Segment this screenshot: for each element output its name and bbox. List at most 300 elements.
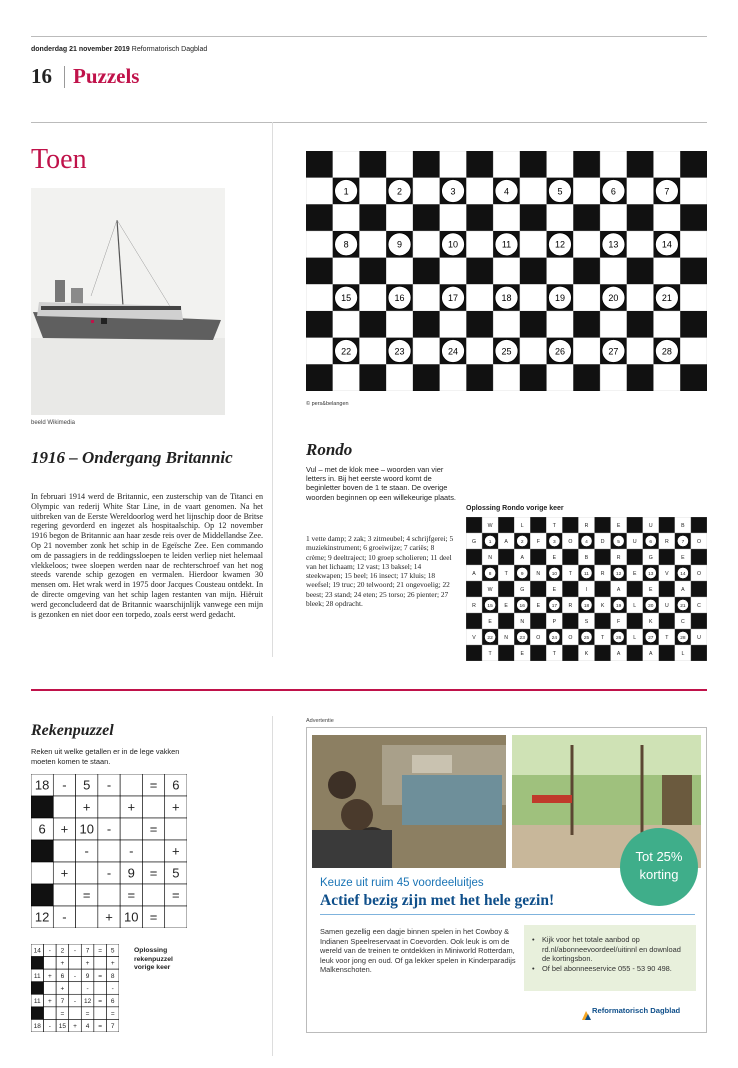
rondo-number: 2 (397, 186, 403, 197)
black-cell (573, 258, 600, 285)
rondo-number: 12 (554, 239, 565, 250)
ad-bullet-phone: • Of bel abonneeservice 055 - 53 90 498. (532, 964, 688, 974)
sol-letter: I (585, 587, 588, 593)
sol-letter: O (696, 571, 701, 577)
solrek-value: 15 (58, 1023, 67, 1031)
white-cell[interactable] (627, 284, 654, 311)
black-cell (306, 364, 333, 391)
white-cell[interactable] (680, 178, 707, 205)
rondo-number: 18 (501, 292, 512, 303)
sol-letter: A (681, 587, 685, 593)
white-cell[interactable] (440, 311, 467, 338)
white-cell[interactable] (386, 151, 413, 178)
solrek-value: + (47, 972, 52, 980)
white-cell[interactable] (654, 258, 681, 285)
black-cell (573, 311, 600, 338)
white-cell[interactable] (466, 178, 493, 205)
rek-value: - (84, 843, 89, 859)
black-cell (413, 204, 440, 231)
page-number: 16 (31, 64, 52, 88)
white-cell[interactable] (466, 231, 493, 258)
sol-black-cell (466, 613, 482, 629)
sol-black-cell (627, 581, 643, 597)
sol-number: 22 (487, 636, 493, 641)
sol-black-cell (562, 549, 578, 565)
white-cell[interactable] (547, 364, 574, 391)
rek-value: = (149, 777, 158, 793)
article-title: 1916 – Ondergang Britannic (31, 448, 233, 467)
black-cell (359, 311, 386, 338)
black-cell (359, 151, 386, 178)
white-cell[interactable] (520, 231, 547, 258)
black-cell (413, 151, 440, 178)
rek-value: = (82, 887, 91, 903)
white-cell[interactable] (600, 151, 627, 178)
solrek-value: 2 (60, 947, 65, 955)
white-cell[interactable] (573, 284, 600, 311)
white-cell[interactable] (654, 364, 681, 391)
rek-value: 12 (34, 909, 50, 925)
white-cell[interactable] (573, 178, 600, 205)
sol-black-cell (530, 645, 546, 661)
white-cell[interactable] (386, 364, 413, 391)
solrek-value: = (60, 1010, 65, 1018)
white-cell[interactable] (333, 258, 360, 285)
white-cell[interactable] (440, 151, 467, 178)
rondo-number: 3 (450, 186, 456, 197)
rek-cell[interactable] (31, 862, 53, 884)
top-rule (31, 36, 707, 37)
black-cell (680, 151, 707, 178)
sol-letter: T (665, 635, 669, 641)
black-cell (680, 364, 707, 391)
photo-credit: beeld Wikimedia (31, 420, 76, 426)
rek-value: - (62, 777, 67, 793)
sol-letter: U (664, 603, 669, 609)
white-cell[interactable] (493, 204, 520, 231)
white-cell[interactable] (386, 258, 413, 285)
sol-letter: A (616, 651, 621, 657)
black-cell (627, 258, 654, 285)
white-cell[interactable] (386, 311, 413, 338)
rek-value: + (105, 909, 113, 925)
rek-value: 10 (124, 909, 139, 925)
rondo-number: 7 (664, 186, 670, 197)
sol-number: 20 (648, 604, 654, 609)
rondo-number: 22 (341, 346, 352, 357)
sol-number: 6 (649, 540, 653, 545)
rek-cell[interactable] (120, 774, 142, 796)
white-cell[interactable] (627, 338, 654, 365)
sol-letter: E (552, 587, 557, 593)
sol-letter: E (649, 587, 653, 593)
black-cell (466, 151, 493, 178)
sol-black-cell (498, 549, 514, 565)
rondo-number: 4 (503, 186, 510, 197)
solrek-value: = (98, 1023, 103, 1031)
black-cell (520, 311, 547, 338)
solrek-value: 8 (110, 972, 115, 980)
solrek-cell[interactable] (69, 1007, 82, 1020)
sol-letter: G (472, 539, 477, 545)
sol-number: 16 (519, 604, 525, 609)
sol-black-cell (659, 517, 675, 533)
sol-number: 14 (680, 572, 686, 577)
sol-number: 17 (551, 604, 558, 609)
sol-letter: U (632, 539, 637, 545)
white-cell[interactable] (306, 231, 333, 258)
black-cell (573, 364, 600, 391)
white-cell[interactable] (359, 178, 386, 205)
white-cell[interactable] (654, 204, 681, 231)
sol-black-cell (595, 581, 611, 597)
rek-cell[interactable] (53, 884, 75, 906)
sol-letter: T (504, 571, 508, 577)
white-cell[interactable] (440, 364, 467, 391)
sol-black-cell (466, 517, 482, 533)
solrek-value: = (85, 1010, 90, 1018)
solrek-cell[interactable] (94, 982, 107, 995)
sol-letter: F (617, 619, 621, 625)
solrek-value: - (111, 985, 114, 993)
white-cell[interactable] (493, 364, 520, 391)
rek-cell[interactable] (98, 796, 120, 818)
white-cell[interactable] (413, 338, 440, 365)
white-cell[interactable] (680, 231, 707, 258)
rondo-number: 6 (610, 186, 616, 197)
rek-cell[interactable] (165, 818, 187, 840)
white-cell[interactable] (520, 284, 547, 311)
white-cell[interactable] (573, 338, 600, 365)
white-cell[interactable] (680, 338, 707, 365)
rek-value: + (82, 799, 91, 815)
white-cell[interactable] (520, 178, 547, 205)
sol-letter: T (552, 523, 556, 529)
sol-letter: K (600, 603, 605, 609)
white-cell[interactable] (493, 151, 520, 178)
black-cell (520, 151, 547, 178)
black-cell (627, 204, 654, 231)
sol-number: 10 (551, 572, 558, 577)
sol-letter: L (633, 635, 637, 641)
solrek-value: - (73, 997, 77, 1005)
sol-black-cell (595, 613, 611, 629)
sol-letter: R (616, 555, 621, 561)
sol-number: 8 (488, 572, 492, 577)
date: donderdag 21 november 2019 (31, 46, 130, 53)
britannic-photo (31, 188, 225, 415)
sol-letter: K (584, 651, 589, 657)
solrek-value: 11 (33, 972, 41, 980)
solrek-value: 7 (60, 997, 65, 1005)
white-cell[interactable] (600, 364, 627, 391)
rondo-number: 16 (394, 292, 405, 303)
sol-letter: N (504, 635, 509, 641)
white-cell[interactable] (600, 311, 627, 338)
black-cell (627, 364, 654, 391)
ad-body: Samen gezellig een dagje binnen spelen in het Cowboy & Indianen Speelreservaat in Coevorden. Ook leuk is om de wereld van de treinen te ontdekken in Miniworld Rotterdam, leuk voor jong en oud. Of ga lekker spelen in Kinderparadijs Malkenschoten. (320, 927, 516, 975)
rondo-number: 9 (397, 239, 403, 250)
black-cell (466, 258, 493, 285)
white-cell[interactable] (333, 364, 360, 391)
rek-value: 6 (38, 821, 46, 837)
black-cell (466, 364, 493, 391)
sol-letter: B (681, 523, 685, 529)
rondo-number: 11 (501, 239, 512, 250)
white-cell[interactable] (493, 311, 520, 338)
miniworld-photo (312, 735, 506, 868)
black-cell (520, 364, 547, 391)
rekenpuzzel-solution-label: Oplossing rekenpuzzel vorige keer (134, 947, 173, 972)
rek-cell[interactable] (98, 884, 120, 906)
rek-cell[interactable] (53, 796, 75, 818)
rondo-number: 14 (661, 239, 672, 250)
rek-value: 10 (79, 821, 94, 837)
solrek-value: = (110, 1010, 115, 1018)
solrek-value: 18 (33, 1023, 41, 1031)
sol-number: 7 (681, 540, 685, 545)
sol-number: 24 (551, 636, 558, 641)
sol-letter: T (552, 651, 556, 657)
sol-number: 9 (520, 572, 524, 577)
sol-letter: R (472, 603, 476, 609)
sol-letter: A (504, 539, 508, 545)
solrek-cell[interactable] (94, 957, 107, 970)
sol-black-cell (691, 581, 707, 597)
sol-black-cell (562, 645, 578, 661)
rek-value: + (127, 799, 136, 815)
white-cell[interactable] (333, 151, 360, 178)
sol-number: 25 (583, 636, 590, 641)
white-cell[interactable] (359, 284, 386, 311)
rondo-number: 1 (343, 186, 349, 197)
solrek-value: + (60, 960, 65, 968)
sol-number: 19 (615, 604, 622, 609)
solrek-value: + (85, 960, 90, 968)
sol-letter: W (487, 523, 493, 529)
solrek-value: 6 (110, 997, 115, 1005)
sol-black-cell (498, 613, 514, 629)
rek-value: - (106, 777, 112, 793)
white-cell[interactable] (627, 231, 654, 258)
rek-black-cell (31, 840, 53, 862)
rondo-solution-title: Oplossing Rondo vorige keer (466, 505, 564, 512)
white-cell[interactable] (547, 311, 574, 338)
solrek-value: 6 (60, 972, 65, 980)
white-cell[interactable] (413, 284, 440, 311)
rek-cell[interactable] (142, 796, 164, 818)
sol-black-cell (498, 581, 514, 597)
solrek-cell[interactable] (94, 1007, 107, 1020)
solrek-value: - (48, 947, 51, 955)
black-cell (306, 311, 333, 338)
rondo-number: 10 (448, 239, 459, 250)
toen-title: Toen (31, 144, 87, 175)
solrek-value: - (73, 947, 77, 955)
rek-value: + (172, 843, 180, 859)
rek-cell[interactable] (53, 840, 75, 862)
sol-black-cell (691, 549, 707, 565)
white-cell[interactable] (680, 284, 707, 311)
sol-letter: N (488, 555, 492, 561)
sol-letter: G (520, 587, 525, 593)
black-cell (466, 311, 493, 338)
solrek-cell[interactable] (44, 982, 57, 995)
white-cell[interactable] (547, 204, 574, 231)
rek-value: = (149, 865, 158, 881)
black-cell (573, 204, 600, 231)
sol-black-cell (562, 517, 578, 533)
white-cell[interactable] (600, 204, 627, 231)
solrek-value: 11 (33, 997, 41, 1005)
solrek-value: + (60, 985, 65, 993)
rekenpuzzel-title: Rekenpuzzel (31, 722, 114, 739)
solrek-black-cell (31, 957, 44, 970)
sol-letter: R (664, 539, 669, 545)
sol-number: 28 (680, 636, 686, 641)
sol-letter: W (487, 587, 493, 593)
solrek-value: 7 (110, 1023, 115, 1031)
white-cell[interactable] (306, 284, 333, 311)
sol-number: 21 (680, 604, 686, 609)
white-cell[interactable] (493, 258, 520, 285)
white-cell[interactable] (573, 231, 600, 258)
ad-headline: Actief bezig zijn met het hele gezin! (320, 892, 555, 909)
white-cell[interactable] (440, 258, 467, 285)
white-cell[interactable] (520, 338, 547, 365)
rek-cell[interactable] (142, 884, 164, 906)
rek-value: - (129, 843, 134, 859)
sol-black-cell (595, 517, 611, 533)
black-cell (627, 151, 654, 178)
sol-number: 13 (648, 572, 654, 577)
white-cell[interactable] (359, 338, 386, 365)
sol-letter: C (697, 603, 701, 609)
sol-black-cell (659, 613, 675, 629)
solrek-value: 4 (85, 1023, 90, 1031)
black-cell (359, 258, 386, 285)
rek-cell[interactable] (120, 818, 142, 840)
rek-value: 18 (34, 777, 50, 793)
sol-black-cell (691, 645, 707, 661)
sol-black-cell (562, 613, 578, 629)
rondo-number: 8 (343, 239, 349, 250)
white-cell[interactable] (547, 258, 574, 285)
sol-letter: N (520, 619, 525, 625)
sol-black-cell (659, 581, 675, 597)
black-cell (680, 258, 707, 285)
sol-letter: A (616, 587, 621, 593)
rondo-number: 13 (608, 239, 619, 250)
white-cell[interactable] (359, 231, 386, 258)
solrek-value: - (48, 1023, 51, 1031)
ad-bullet-website[interactable]: • Kijk voor het totale aanbod op rd.nl/abonneevoordeel/uitinnl en download de kortingsbon. (532, 935, 688, 964)
sol-black-cell (466, 549, 482, 565)
rek-cell[interactable] (76, 906, 98, 928)
sol-letter: F (536, 539, 540, 545)
white-cell[interactable] (413, 231, 440, 258)
black-cell (680, 311, 707, 338)
black-cell (413, 364, 440, 391)
white-cell[interactable] (627, 178, 654, 205)
ad-subtitle: Keuze uit ruim 45 voordeeluitjes (320, 877, 484, 889)
sol-black-cell (466, 581, 482, 597)
sol-black-cell (498, 645, 514, 661)
sol-black-cell (530, 549, 546, 565)
sol-number: 23 (519, 636, 525, 641)
rek-cell[interactable] (98, 840, 120, 862)
rondo-grid (306, 151, 707, 391)
solrek-value: = (98, 947, 103, 955)
rondo-number: 20 (608, 292, 619, 303)
white-cell[interactable] (333, 204, 360, 231)
sol-black-cell (691, 613, 707, 629)
solrek-value: 9 (85, 972, 90, 980)
solrek-value: 7 (85, 947, 90, 955)
rekenpuzzel-grid (31, 774, 187, 928)
rondo-number: 23 (394, 346, 405, 357)
white-cell[interactable] (466, 284, 493, 311)
rek-cell[interactable] (76, 862, 98, 884)
rondo-number: 19 (554, 292, 565, 303)
sol-letter: V (472, 635, 476, 641)
white-cell[interactable] (440, 204, 467, 231)
sol-black-cell (595, 549, 611, 565)
black-cell (359, 364, 386, 391)
column-divider (272, 122, 273, 657)
rondo-intro: Vul – met de klok mee – woorden van vier letters in. Bij het eerste woord komt de beginletter boven de 1 te staan. De overige woorden beginnen op een willekeurige plaats. (306, 465, 456, 502)
rek-value: 5 (83, 777, 91, 793)
sol-number: 3 (553, 540, 556, 545)
white-cell[interactable] (386, 204, 413, 231)
sol-black-cell (530, 613, 546, 629)
white-cell[interactable] (466, 338, 493, 365)
solrek-cell[interactable] (44, 1007, 57, 1020)
sol-black-cell (530, 517, 546, 533)
sol-letter: O (568, 635, 573, 641)
sol-letter: O (696, 539, 701, 545)
rek-cell[interactable] (142, 840, 164, 862)
rek-value: + (172, 799, 180, 815)
solrek-black-cell (31, 982, 44, 995)
white-cell[interactable] (413, 178, 440, 205)
rondo-number: 26 (554, 346, 565, 357)
black-cell (573, 151, 600, 178)
sol-number: 15 (487, 604, 493, 609)
rek-cell[interactable] (165, 906, 187, 928)
sol-black-cell (627, 517, 643, 533)
white-cell[interactable] (600, 258, 627, 285)
solrek-cell[interactable] (69, 957, 82, 970)
solrek-cell[interactable] (44, 957, 57, 970)
rekenpuzzel-solution-grid (31, 944, 119, 1032)
white-cell[interactable] (654, 151, 681, 178)
sol-letter: P (552, 619, 557, 625)
white-cell[interactable] (547, 151, 574, 178)
white-cell[interactable] (654, 311, 681, 338)
solrek-value: + (47, 997, 52, 1005)
solrek-cell[interactable] (69, 982, 82, 995)
black-cell (413, 258, 440, 285)
white-cell[interactable] (306, 338, 333, 365)
sol-letter: K (649, 619, 653, 625)
ad-rule (320, 914, 695, 915)
rondo-number: 5 (557, 186, 563, 197)
white-cell[interactable] (306, 178, 333, 205)
white-cell[interactable] (333, 311, 360, 338)
sol-letter: A (649, 651, 653, 657)
badge-line2: korting (639, 867, 679, 882)
